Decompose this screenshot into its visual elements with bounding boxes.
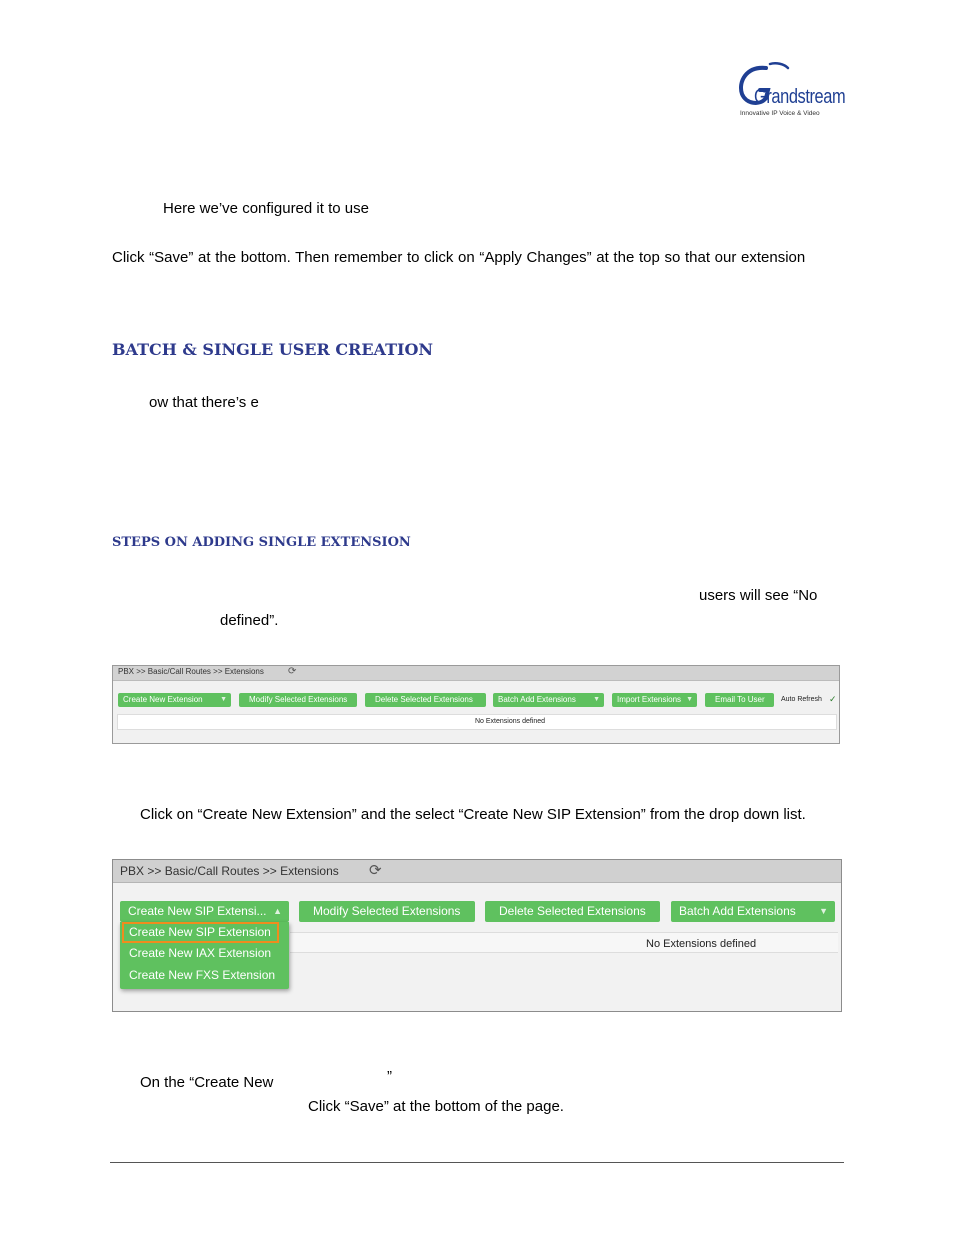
delete-selected-button[interactable]: Delete Selected Extensions (485, 901, 660, 922)
refresh-icon[interactable]: ⟳ (369, 862, 382, 879)
title-bar (113, 666, 839, 681)
import-extensions-button[interactable]: Import Extensions ▼ (612, 693, 697, 707)
empty-table-message: No Extensions defined (475, 718, 546, 725)
footer-divider (110, 1162, 844, 1163)
create-new-extension-button[interactable]: Create New SIP Extensi... ▲ (120, 901, 289, 922)
breadcrumb: PBX >> Basic/Call Routes >> Extensions (120, 864, 339, 878)
paragraph-config: Here we’ve configured it to use (163, 200, 369, 217)
grandstream-logo (736, 60, 846, 122)
section-heading-steps: STEPS ON ADDING SINGLE EXTENSION (112, 535, 411, 550)
paragraph-users: users will see “No (699, 587, 818, 604)
menu-item-fxs[interactable]: Create New FXS Extension (129, 968, 276, 982)
extensions-screenshot-2 (112, 859, 842, 1012)
paragraph-save: Click “Save” at the bottom. Then remember to click on “Apply Changes” at the top so that our extension (112, 249, 806, 266)
logo-tagline: Innovative IP Voice & Video (740, 110, 820, 117)
breadcrumb: PBX >> Basic/Call Routes >> Extensions (118, 667, 264, 676)
chevron-down-icon: ▼ (686, 696, 693, 703)
email-to-user-button[interactable]: Email To User (705, 693, 774, 707)
empty-table-message: No Extensions defined (646, 938, 757, 950)
auto-refresh-checkbox[interactable]: ✓ (829, 694, 837, 704)
refresh-icon[interactable]: ⟳ (288, 666, 297, 677)
paragraph-click-save: Click “Save” at the bottom of the page. (308, 1098, 564, 1115)
auto-refresh-label: Auto Refresh (781, 696, 822, 703)
delete-selected-button[interactable]: Delete Selected Extensions (365, 693, 486, 707)
paragraph-defined: defined”. (220, 612, 279, 629)
logo-wordmark: Grandstream (754, 86, 846, 108)
section-heading-batch: BATCH & SINGLE USER CREATION (112, 340, 434, 359)
chevron-down-icon: ▼ (593, 696, 600, 703)
paragraph-now: ow that there’s e (149, 394, 259, 411)
paragraph-quote: ” (387, 1068, 392, 1085)
chevron-up-icon: ▲ (273, 906, 282, 916)
extensions-screenshot-1 (112, 665, 840, 744)
menu-item-iax[interactable]: Create New IAX Extension (129, 946, 272, 960)
chevron-down-icon: ▼ (220, 696, 227, 703)
paragraph-on-create: On the “Create New (140, 1074, 274, 1091)
modify-selected-button[interactable]: Modify Selected Extensions (299, 901, 475, 922)
create-new-extension-button[interactable]: Create New Extension ▼ (118, 693, 231, 707)
modify-selected-button[interactable]: Modify Selected Extensions (239, 693, 357, 707)
batch-add-button[interactable]: Batch Add Extensions ▼ (493, 693, 604, 707)
menu-item-sip[interactable]: Create New SIP Extension (129, 925, 271, 939)
title-bar (113, 860, 841, 883)
paragraph-click-create: Click on “Create New Extension” and the select “Create New SIP Extension” from the drop down list. (140, 806, 806, 823)
batch-add-button[interactable]: Batch Add Extensions ▼ (671, 901, 835, 922)
chevron-down-icon: ▼ (819, 906, 828, 916)
create-extension-dropdown (120, 922, 289, 989)
